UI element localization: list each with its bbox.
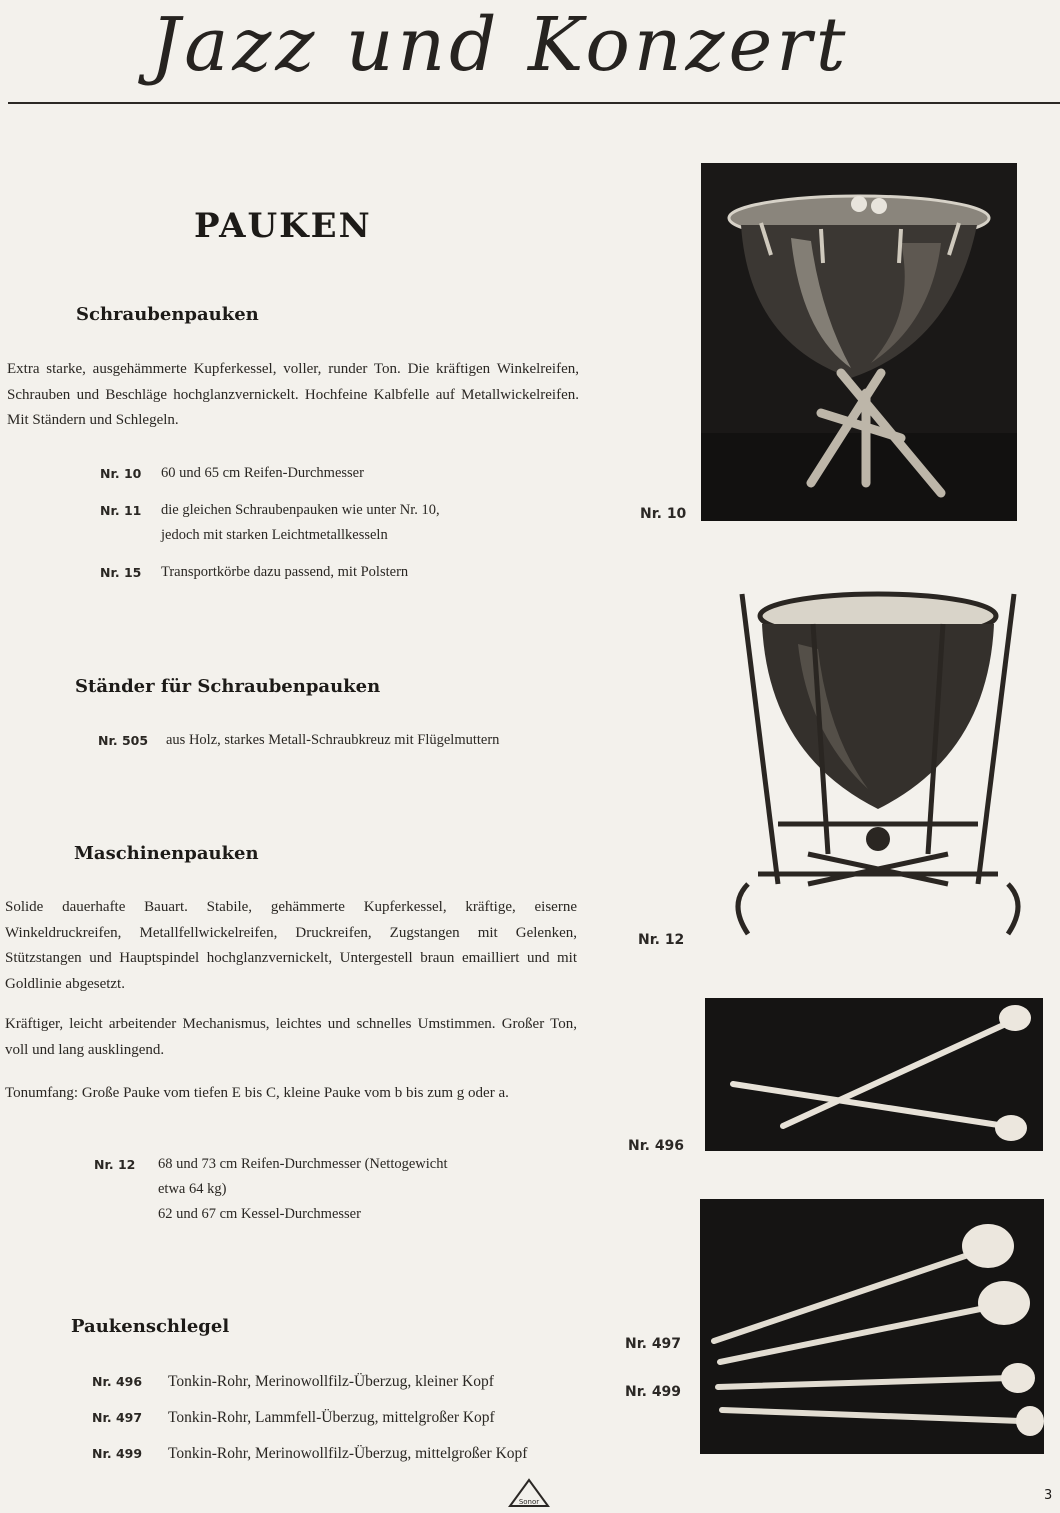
- machine-timpani-illustration: [718, 584, 1038, 944]
- logo-text: Sonor: [518, 1498, 540, 1506]
- list-item-nr496: [92, 1369, 494, 1394]
- photo-schlegel-497-499: [700, 1199, 1044, 1454]
- item-text: 62 und 67 cm Kessel-Durchmesser: [158, 1206, 361, 1222]
- caption-photo4a: Nr. 497: [625, 1336, 682, 1352]
- item-text: Transportkörbe dazu passend, mit Polstern: [161, 564, 409, 580]
- item-number: Nr. 496: [92, 1374, 143, 1389]
- item-number: Nr. 11: [100, 503, 142, 518]
- list-item-nr10: [100, 461, 364, 486]
- photo-maschinenpauke: [718, 584, 1038, 944]
- item-number: Nr. 10: [100, 466, 142, 481]
- sonor-logo: [508, 1478, 550, 1508]
- heading-paukenschlegel: Paukenschlegel: [71, 1316, 230, 1337]
- item-number: Nr. 12: [94, 1157, 136, 1172]
- heading-maschinenpauken: Maschinenpauken: [74, 843, 259, 864]
- photo-schraubenpauke: [701, 163, 1017, 521]
- list-item-nr499: [92, 1441, 527, 1466]
- list-item-nr11: [100, 498, 440, 548]
- item-text: Tonkin-Rohr, Merinowollfilz-Überzug, kleiner Kopf: [168, 1373, 494, 1390]
- caption-photo3: Nr. 496: [628, 1138, 685, 1154]
- list-item-nr505: [98, 728, 499, 753]
- schraubenpauken-description: Extra starke, ausgehämmerte Kupferkessel, voller, runder Ton. Die kräftigen Winkelreifen, Schrauben und Beschläge hochglanzvernickelt. Hochfeine Kalbfelle auf Metallwickelreifen. Mit Ständern und Schlegeln.: [7, 361, 579, 428]
- list-item-nr15: [100, 560, 408, 585]
- caption-photo1: Nr. 10: [640, 506, 687, 522]
- caption-photo4b: Nr. 499: [625, 1384, 682, 1400]
- mallets-illustration: [705, 998, 1043, 1151]
- maschinenpauken-paragraph-3: Tonumfang: Große Pauke vom tiefen E bis C, kleine Pauke vom b bis zum g oder a.: [5, 1085, 509, 1101]
- heading-schraubenpauken: Schraubenpauken: [76, 304, 259, 325]
- list-item-nr12: [94, 1152, 448, 1227]
- item-text: jedoch mit starken Leichtmetallkesseln: [161, 527, 388, 543]
- item-text: aus Holz, starkes Metall-Schraubkreuz mit Flügelmuttern: [166, 732, 500, 748]
- item-text: die gleichen Schraubenpauken wie unter Nr. 10,: [161, 502, 440, 518]
- item-text: Tonkin-Rohr, Lammfell-Überzug, mittelgroßer Kopf: [168, 1409, 495, 1426]
- maschinenpauken-paragraph-2: Kräftiger, leicht arbeitender Mechanismus, leichtes und schnelles Umstimmen. Großer Ton, voll und lang ausklingend.: [5, 1016, 577, 1058]
- mallets-set-illustration: [700, 1199, 1044, 1454]
- header-divider: [8, 102, 1060, 104]
- photo-schlegel-496: [705, 998, 1043, 1151]
- item-text: Tonkin-Rohr, Merinowollfilz-Überzug, mittelgroßer Kopf: [168, 1445, 528, 1462]
- page-number: 3: [1044, 1488, 1053, 1503]
- heading-staender: Ständer für Schraubenpauken: [75, 676, 381, 697]
- maschinenpauken-paragraph-1: Solide dauerhafte Bauart. Stabile, gehämmerte Kupferkessel, kräftige, eiserne Winkeldruckreifen, Metallfellwickelreifen, Druckreifen, Zugstangen mit Gelenken, Stützstangen und Hauptspindel hochglanzvernickelt, Untergestell braun emailliert und mit Goldlinie abgesetzt.: [5, 899, 577, 992]
- logo-triangle-icon: [508, 1478, 550, 1508]
- page-header-title: Jazz und Konzert: [150, 2, 850, 88]
- item-text: 60 und 65 cm Reifen-Durchmesser: [161, 465, 364, 481]
- item-text: 68 und 73 cm Reifen-Durchmesser (Nettogewicht: [158, 1156, 448, 1172]
- item-number: Nr. 15: [100, 565, 142, 580]
- item-number: Nr. 497: [92, 1410, 143, 1425]
- section-title: PAUKEN: [194, 206, 372, 246]
- item-number: Nr. 499: [92, 1446, 143, 1461]
- item-number: Nr. 505: [98, 733, 149, 748]
- list-item-nr497: [92, 1405, 495, 1430]
- caption-photo2: Nr. 12: [638, 932, 685, 948]
- item-text: etwa 64 kg): [158, 1181, 227, 1197]
- timpani-illustration: [701, 163, 1017, 521]
